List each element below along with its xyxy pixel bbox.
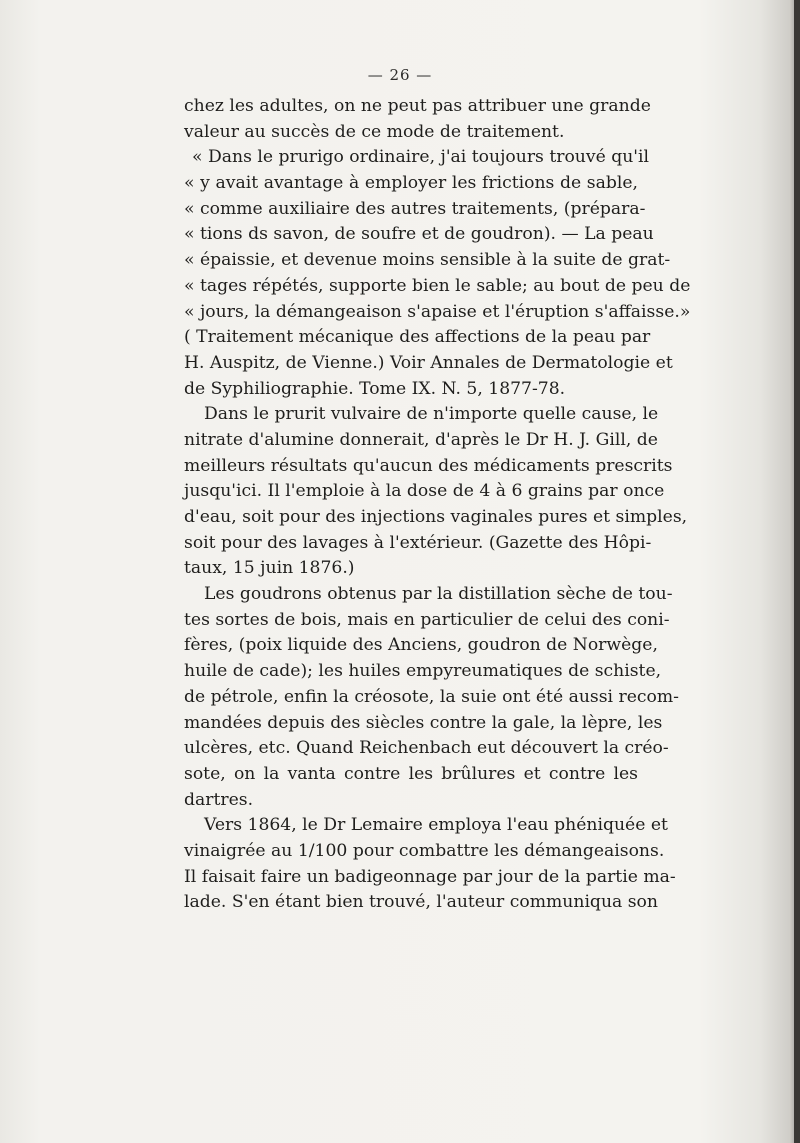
text-line: valeur au succès de ce mode de traitement. bbox=[184, 121, 565, 142]
text-line: lade. S'en étant bien trouvé, l'auteur communiqua son bbox=[184, 892, 658, 913]
text-line: « Dans le prurigo ordinaire, j'ai toujours trouvé qu'il bbox=[192, 147, 650, 168]
page-spine-edge bbox=[794, 0, 800, 1143]
text-line: soit pour des lavages à l'extérieur. (Gazette des Hôpi- bbox=[184, 532, 652, 553]
text-line: nitrate d'alumine donnerait, d'après le Dr H. J. Gill, de bbox=[184, 429, 658, 450]
page-number: — 26 — bbox=[367, 66, 433, 84]
text-line: Dans le prurit vulvaire de n'importe quelle cause, le bbox=[204, 404, 659, 425]
text-line: Il faisait faire un badigeonnage par jour de la partie ma- bbox=[184, 866, 676, 887]
text-line: meilleurs résultats qu'aucun des médicaments prescrits bbox=[184, 455, 673, 476]
text-line: d'eau, soit pour des injections vaginales pures et simples, bbox=[184, 507, 688, 527]
text-line: taux, 15 juin 1876.) bbox=[184, 558, 355, 579]
text-line: mandées depuis des siècles contre la gale, la lèpre, les bbox=[184, 712, 663, 733]
text-line: Les goudrons obtenus par la distillation sèche de tou- bbox=[204, 584, 673, 605]
text-line: « tages répétés, supporte bien le sable; au bout de peu de bbox=[184, 275, 691, 296]
text-line: « épaissie, et devenue moins sensible à la suite de grat- bbox=[184, 250, 671, 271]
text-line: dartres. bbox=[184, 789, 254, 810]
text-line: ( Traitement mécanique des affections de la peau par bbox=[184, 327, 651, 348]
text-line: huile de cade); les huiles empyreumatiques de schiste, bbox=[184, 661, 662, 682]
text-line: vinaigrée au 1/100 pour combattre les démangeaisons. bbox=[184, 840, 665, 861]
body-text bbox=[184, 94, 691, 916]
text-line: chez les adultes, on ne peut pas attribuer une grande bbox=[184, 96, 651, 116]
text-line: sote, on la vanta contre les brûlures et contre les bbox=[184, 763, 638, 784]
text-line: tes sortes de bois, mais en particulier de celui des coni- bbox=[184, 609, 670, 630]
text-line: H. Auspitz, de Vienne.) Voir Annales de Dermatologie et bbox=[184, 352, 673, 373]
text-line: Vers 1864, le Dr Lemaire employa l'eau phéniquée et bbox=[204, 815, 668, 836]
text-line: « tions ds savon, de soufre et de goudron). — La peau bbox=[184, 224, 654, 245]
text-line: jusqu'ici. Il l'emploie à la dose de 4 à 6 grains par once bbox=[184, 481, 665, 502]
text-line: « comme auxiliaire des autres traitements, (prépara- bbox=[184, 198, 646, 219]
text-line: « jours, la démangeaison s'apaise et l'éruption s'affaisse.» bbox=[184, 301, 691, 322]
text-line: ulcères, etc. Quand Reichenbach eut découvert la créo- bbox=[184, 738, 669, 759]
text-line: de pétrole, enfin la créosote, la suie ont été aussi recom- bbox=[184, 686, 679, 707]
text-line: « y avait avantage à employer les frictions de sable, bbox=[184, 173, 638, 194]
text-line: de Syphiliographie. Tome IX. N. 5, 1877-78. bbox=[184, 378, 566, 399]
text-line: fères, (poix liquide des Anciens, goudron de Norwège, bbox=[184, 635, 658, 656]
